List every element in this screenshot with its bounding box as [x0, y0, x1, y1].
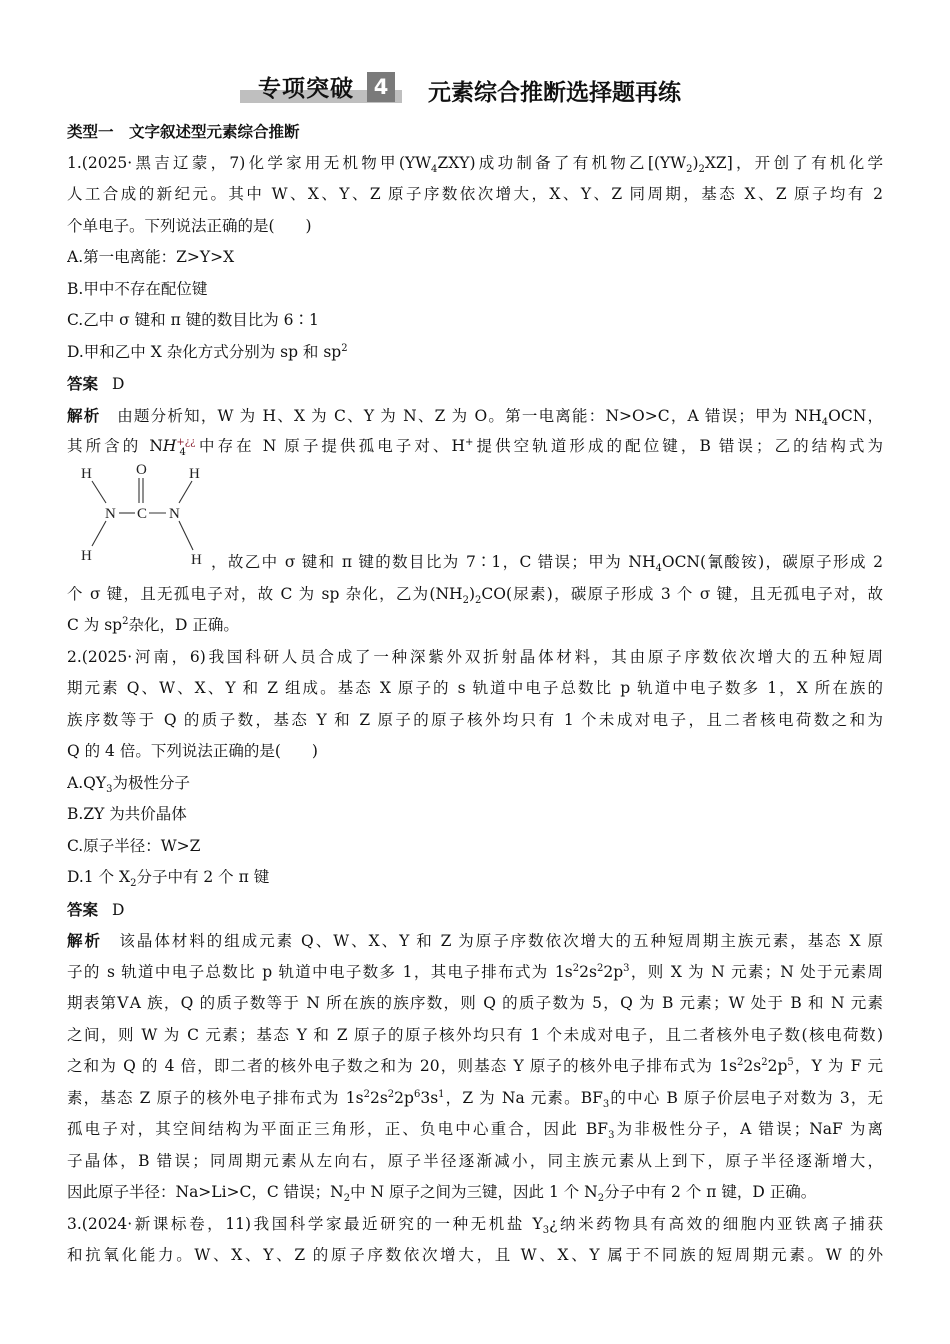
answer-label: 答案 — [67, 899, 99, 919]
q2-analysis-line-7: 孤电子对，其空间结构为平面正三角形，正、负电中心重合，因此 $BF_3$为非极性分子，A 错误；NaF 为离 — [67, 1120, 883, 1142]
urea-structure-diagram — [73, 461, 213, 577]
q1-analysis-line-4: 个 σ 键，且无孤电子对，故 C 为 sp 杂化，乙为$(NH_2)_2CO$(尿素)，碳原子形成 3 个 σ 键，且无孤电子对，故 — [67, 584, 883, 606]
q1-answer — [67, 368, 883, 400]
q2-option-b: B.ZY 为共价晶体 — [67, 805, 187, 823]
q2-option-a: $A.QY_3$为极性分子 — [67, 773, 190, 795]
q1-option-d: D.甲和乙中 X 杂化方式分别为 sp 和 $sp^2$ — [67, 342, 348, 361]
badge-label: 专项突破 — [258, 75, 354, 102]
q2-analysis-line-4: 之间，则 W 为 C 元素；基态 Y 和 Z 原子的原子核外均只有 1 个未成对电子，且二者核外电子数(核电荷数) — [67, 1025, 883, 1044]
badge-number: 4 — [367, 72, 395, 102]
q1-analysis-line-3-text: ，故乙中 σ 键和 π 键的数目比为 7∶1，C 错误；甲为 $NH_4OCN$(氰酸铵)，碳原子形成 2 — [211, 553, 884, 575]
q1-analysis-line-3 — [67, 463, 883, 579]
answer-label: 答案 — [67, 374, 99, 393]
atom-h3: H — [81, 547, 92, 564]
q1-analysis-line-2: 其所含的 $NH^{+¿¿}_4$ 中存在 N 原子提供孤电子对、H+提供空轨道形成的配位键，B 错误；乙的结构式为 — [67, 436, 883, 459]
q1-option-a: A.第一电离能：Z>Y>X — [67, 248, 235, 266]
q2-stem-line-4: Q 的 4 倍。下列说法正确的是( ) — [67, 742, 318, 760]
page-title: 元素综合推断选择题再练 — [428, 80, 681, 106]
answer-value: D — [112, 900, 125, 919]
atom-n1: N — [105, 505, 116, 522]
section-heading: 类型一 文字叙述型元素综合推断 — [67, 122, 300, 141]
q3-stem-line-2: 和抗氧化能力。W、X、Y、Z 的原子序数依次增大，且 W、X、Y 属于不同族的短周期元素。W 的外 — [67, 1246, 883, 1264]
q2-stem-line-2: 期元素 Q、W、X、Y 和 Z 组成。基态 X 原子的 s 轨道中电子总数比 p 轨道中电子数多 1，X 所在族的 — [67, 679, 883, 697]
document-body — [67, 116, 883, 1272]
analysis-label: 解析 — [67, 405, 101, 425]
atom-h4: H — [191, 551, 202, 568]
atom-n2: N — [169, 505, 180, 522]
analysis-label: 解析 — [67, 931, 102, 950]
q2-option-d: D.1 个 $X_2$分子中有 2 个 π 键 — [67, 868, 270, 890]
atom-h1: H — [81, 465, 92, 482]
q1-analysis-line-5: C 为 $sp^2$杂化，D 正确。 — [67, 615, 239, 634]
q2-analysis-line-6: 素，基态 Z 原子的核外电子排布式为 $1s^22s^22p^63s^1$，Z 为 Na 元素。$BF_3$的中心 B 原子价层电子对数为 3，无 — [67, 1088, 883, 1110]
q2-stem-line-3: 族序数等于 Q 的质子数，基态 Y 和 Z 原子的原子核外均只有 1 个未成对电子，且二者核电荷数之和为 — [67, 710, 883, 729]
q2-stem-line-1: 2.(2025·河南，6)我国科研人员合成了一种深紫外双折射晶体材料，其由原子序数依次增大的五种短周 — [67, 647, 883, 666]
atom-c: C — [137, 505, 148, 522]
q1-stem-line-2: 人工合成的新纪元。其中 W、X、Y、Z 原子序数依次增大，X、Y、Z 同周期，基态 X、Z 原子均有 2 — [67, 185, 883, 203]
q2-analysis-line-3: 期表第ⅤA 族，Q 的质子数等于 N 所在族的族序数，则 Q 的质子数为 5，Q 为 B 元素；W 处于 B 和 N 元素 — [67, 994, 883, 1012]
q2-analysis-line-9: 因此原子半径：Na>Li>C，C 错误；$N_2$中 N 原子之间为三键，因此 1 个 $N_2$分子中有 2 个 π 键，D 正确。 — [67, 1183, 817, 1205]
answer-value: D — [112, 375, 125, 393]
q2-option-c: C.原子半径：W>Z — [67, 836, 201, 855]
q1-option-b: B.甲中不存在配位键 — [67, 279, 208, 298]
q1-option-c: C.乙中 σ 键和 π 键的数目比为 6∶1 — [67, 311, 319, 329]
q2-analysis-line-8: 子晶体，B 错误；同周期元素从左向右，原子半径逐渐减小，同主族元素从上到下，原子半径逐渐增大， — [67, 1151, 883, 1170]
q1-analysis-line-1: 解析 由题分析知，W 为 H、X 为 C、Y 为 N、Z 为 O。第一电离能：N>O>C，A 错误；甲为 $NH_4OCN$， — [67, 405, 883, 428]
q2-answer — [67, 894, 883, 926]
q2-analysis-line-5: 之和为 Q 的 4 倍，即二者的核外电子数之和为 20，则基态 Y 原子的核外电子排布式为 $1s^22s^22p^5$，Y 为 F 元 — [67, 1056, 883, 1075]
q1-stem-line-3: 个单电子。下列说法正确的是( ) — [67, 216, 312, 235]
q2-analysis-line-1: 解析 该晶体材料的组成元素 Q、W、X、Y 和 Z 为原子序数依次增大的五种短周期主族元素，基态 X 原 — [67, 931, 883, 950]
q2-analysis-line-2: 子的 s 轨道中电子总数比 p 轨道中电子数多 1，其电子排布式为 $1s^22s^22p^3$，则 X 为 N 元素；N 处于元素周 — [67, 962, 883, 981]
atom-o: O — [136, 461, 147, 478]
q1-stem-line-1: 1.(2025·黑吉辽蒙，7)化学家用无机物甲$(YW_4ZXY)$成功制备了有机物乙$[(YW_2)_2XZ]$，开创了有机化学 — [67, 153, 883, 175]
page-header — [0, 68, 950, 112]
atom-h2: H — [189, 465, 200, 482]
q3-stem-line-1: 3.(2024·新课标卷，11)我国科学家最近研究的一种无机盐 $Y_3¿$纳米药物具有高效的细胞内亚铁离子捕获 — [67, 1214, 883, 1236]
